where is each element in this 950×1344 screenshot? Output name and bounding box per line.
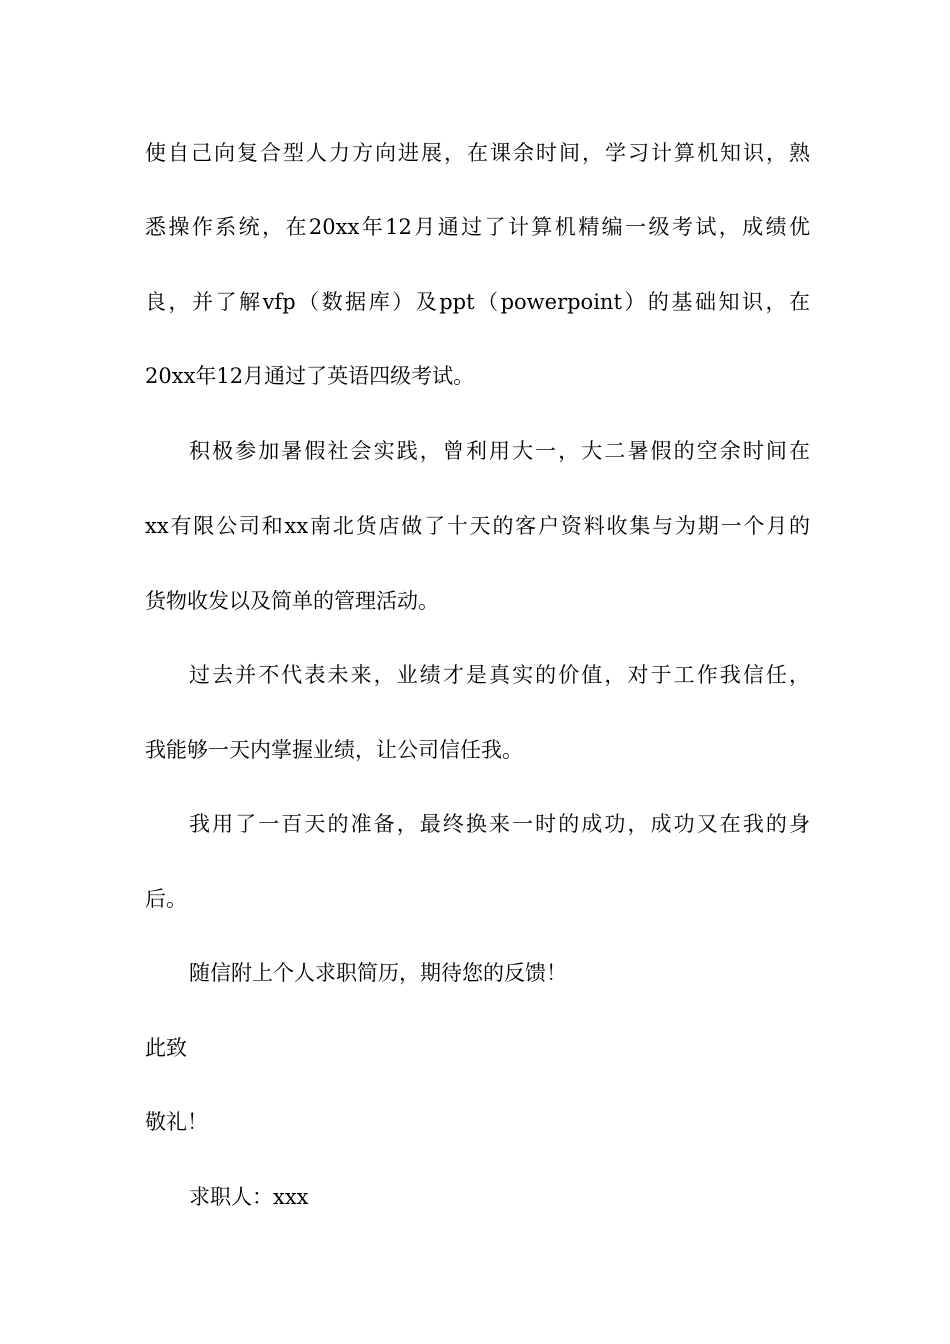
paragraph-4-line-1: 我用了一百天的准备，最终换来一时的成功，成功又在我的身: [189, 812, 810, 836]
paragraph-1-line-4: 20xx年12月通过了英语四级考试。: [145, 364, 475, 388]
closing-salutation-1: 此致: [145, 1036, 187, 1060]
paragraph-4-line-2: 后。: [145, 887, 187, 911]
closing-salutation-2: 敬礼！: [145, 1110, 208, 1134]
paragraph-2-line-1: 积极参加暑假社会实践，曾利用大一，大二暑假的空余时间在: [189, 439, 810, 463]
paragraph-2-line-2: xx有限公司和xx南北货店做了十天的客户资料收集与为期一个月的: [145, 514, 810, 538]
paragraph-5-line-1: 随信附上个人求职简历，期待您的反馈！: [189, 961, 567, 985]
closing-signature: 求职人：xxx: [189, 1185, 309, 1209]
paragraph-1-line-3: 良，并了解vfp（数据库）及ppt（powerpoint）的基础知识，在: [145, 290, 810, 314]
paragraph-3-line-2: 我能够一天内掌握业绩，让公司信任我。: [145, 738, 523, 762]
paragraph-2-line-3: 货物收发以及简单的管理活动。: [145, 589, 439, 613]
paragraph-3-line-1: 过去并不代表未来，业绩才是真实的价值，对于工作我信任，: [189, 663, 810, 687]
paragraph-1-line-1: 使自己向复合型人力方向进展，在课余时间，学习计算机知识，熟: [145, 141, 810, 165]
paragraph-1-line-2: 悉操作系统，在20xx年12月通过了计算机精编一级考试，成绩优: [145, 215, 810, 239]
